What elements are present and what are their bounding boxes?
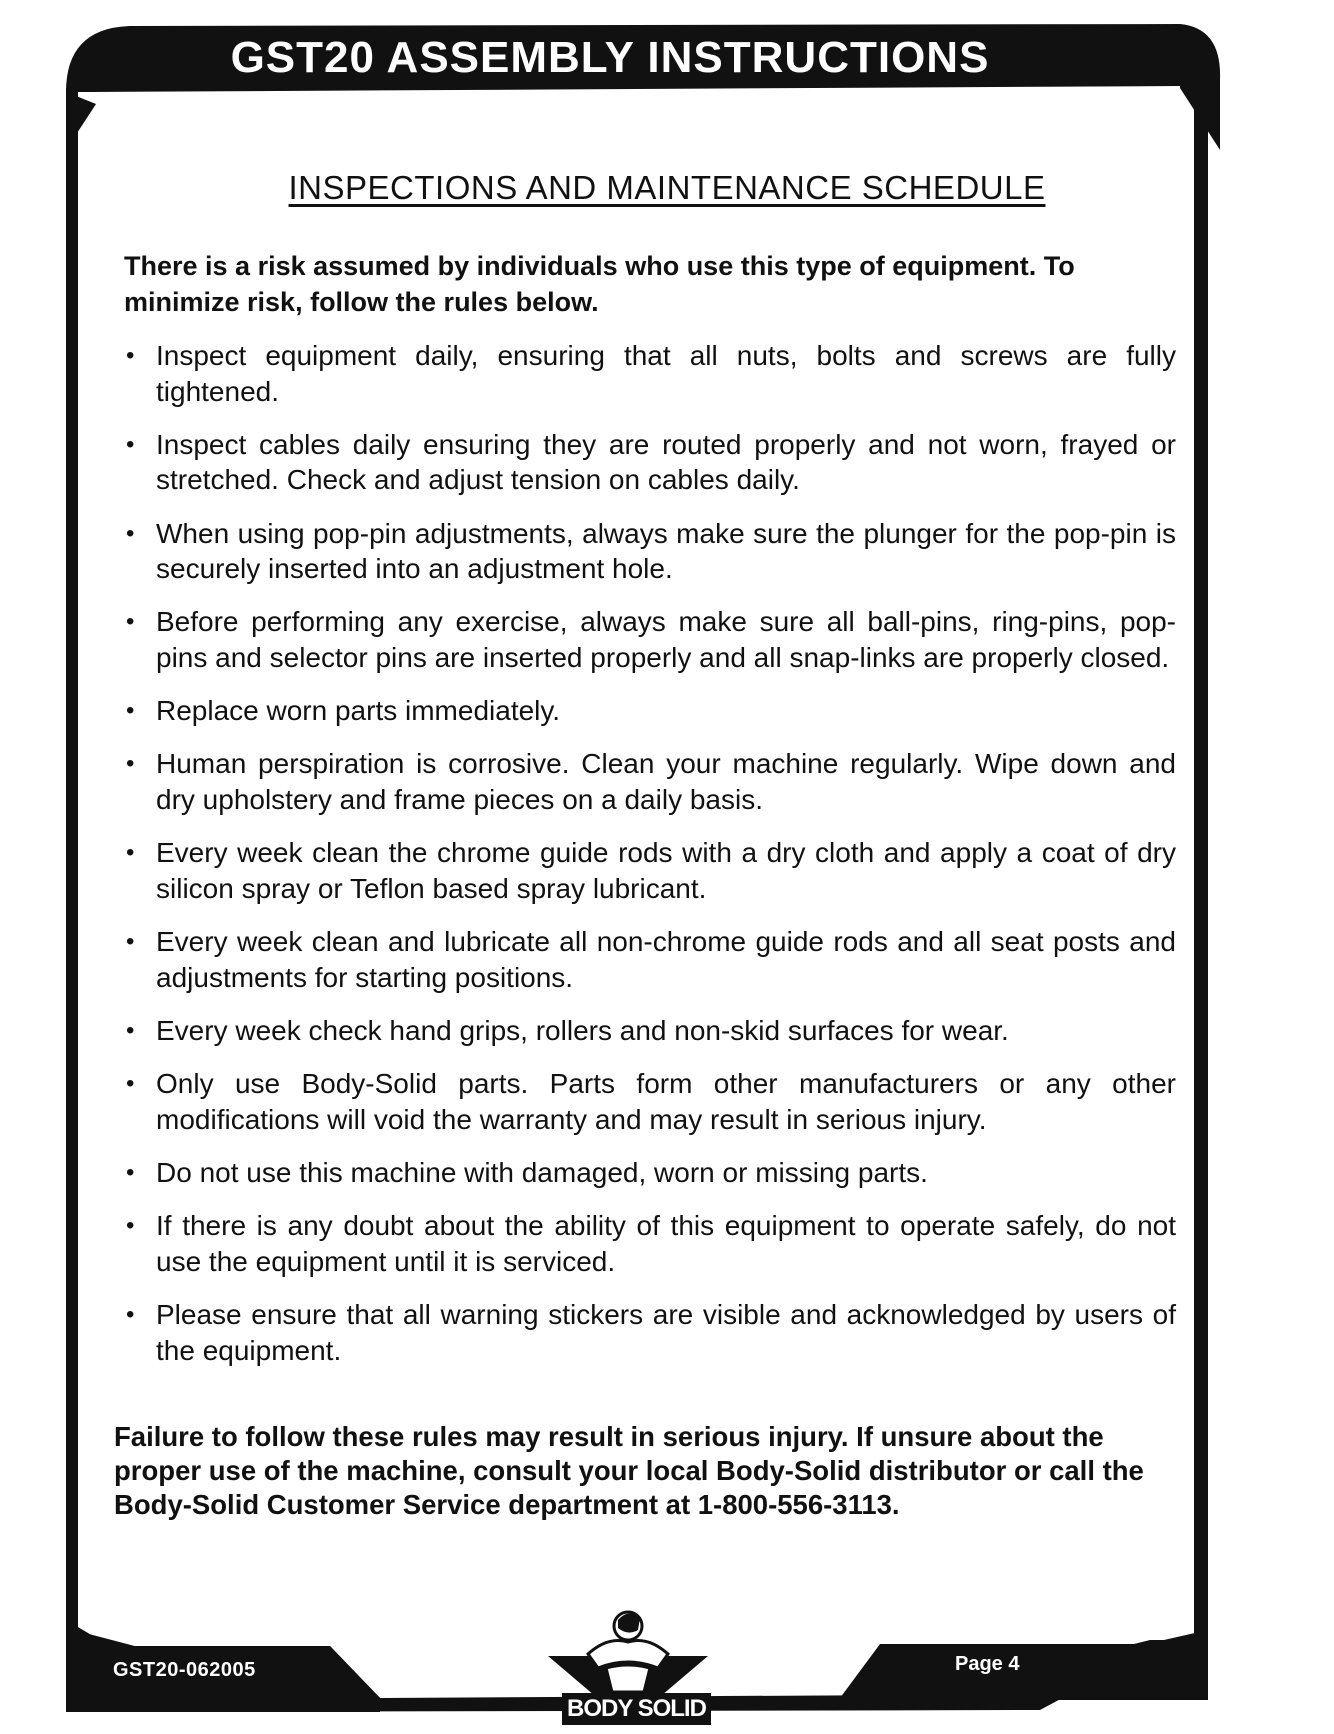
page-number: Page 4 (955, 1653, 1020, 1675)
rule-text: When using pop-pin adjustments, always make sure the plunger for the pop-pin is securely inserted into an adjustment hole. (156, 517, 1176, 585)
rule-text: Inspect cables daily ensuring they are routed properly and not worn, frayed or stretched. Check and adjust tension on cables daily. (156, 428, 1176, 496)
list-item (118, 693, 1176, 729)
list-item (118, 746, 1176, 817)
list-item (118, 835, 1176, 906)
rule-text: Please ensure that all warning stickers are visible and acknowledged by users of the equipment. (156, 1299, 1176, 1366)
bullet-icon: • (126, 1158, 135, 1186)
list-item (118, 604, 1176, 675)
bullet-icon: • (126, 697, 135, 725)
list-item (118, 516, 1176, 587)
document-code: GST20-062005 (113, 1659, 256, 1681)
rule-text: Replace worn parts immediately. (156, 695, 561, 727)
bullet-icon: • (126, 1016, 135, 1044)
section-title: INSPECTIONS AND MAINTENANCE SCHEDULE (288, 169, 1046, 206)
list-item (118, 1155, 1176, 1191)
rule-text: Every week clean and lubricate all non-chrome guide rods and all seat posts and adjustments for starting positions. (156, 926, 1176, 993)
bullet-icon: • (126, 839, 135, 867)
bullet-icon: • (126, 928, 135, 956)
logo-wordmark: BODY SOLID (562, 1693, 711, 1725)
rule-text: Inspect equipment daily, ensuring that all nuts, bolts and screws are fully tightened. (156, 340, 1176, 407)
bullet-icon: • (126, 519, 135, 547)
right-border (1194, 88, 1208, 1648)
rule-text: Human perspiration is corrosive. Clean your machine regularly. Wipe down and dry upholstery and frame pieces on a daily basis. (156, 748, 1176, 815)
bullet-icon: • (126, 608, 135, 636)
warning-paragraph: Failure to follow these rules may result in serious injury. If unsure about the proper use of the machine, consult your local Body-Solid distributor or call the Body-Solid Customer Service department at 1-800-556-3113. (114, 1421, 1144, 1520)
rule-text: Every week check hand grips, rollers and non-skid surfaces for wear. (156, 1014, 1009, 1046)
rule-text: Only use Body-Solid parts. Parts form other manufacturers or any other modifications will void the warranty and may result in serious injury. (156, 1068, 1176, 1135)
list-item (118, 924, 1176, 995)
rule-text: If there is any doubt about the ability of this equipment to operate safely, do not use the equipment until it is serviced. (156, 1210, 1176, 1277)
rule-text: Before performing any exercise, always make sure all ball-pins, ring-pins, pop-pins and selector pins are inserted properly and all snap-links are properly closed. (156, 606, 1176, 673)
document-title: GST20 ASSEMBLY INSTRUCTIONS (230, 33, 990, 82)
list-item (118, 1208, 1176, 1279)
rules-list (118, 338, 1176, 1386)
bullet-icon: • (126, 1301, 135, 1329)
rule-text: Every week clean the chrome guide rods with a dry cloth and apply a coat of dry silicon spray or Teflon based spray lubricant. (156, 837, 1176, 904)
left-border (66, 88, 78, 1648)
bullet-icon: • (126, 342, 135, 369)
list-item (118, 427, 1176, 498)
list-item (118, 1297, 1176, 1368)
rule-text: Do not use this machine with damaged, worn or missing parts. (156, 1156, 928, 1188)
list-item (118, 1066, 1176, 1137)
bullet-icon: • (126, 430, 135, 458)
list-item (118, 1013, 1176, 1049)
bullet-icon: • (126, 750, 135, 778)
bullet-icon: • (126, 1070, 135, 1098)
intro-paragraph: There is a risk assumed by individuals who use this type of equipment. To minimize risk, follow the rules below. (124, 251, 1075, 317)
list-item (118, 338, 1176, 409)
bullet-icon: • (126, 1212, 135, 1240)
